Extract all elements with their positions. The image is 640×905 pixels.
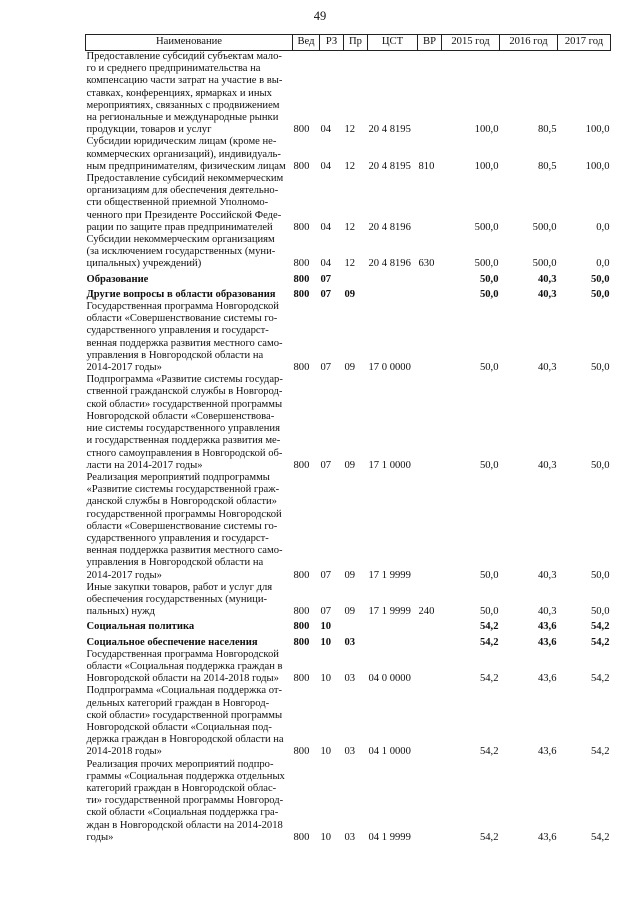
cell-name: Подпрограмма «Социальная поддержка от- дельных категорий граждан в Новгород- ской области» государственной программы Новгородской области «Социальная под- держка граждан в Новгородской области на 2014-2018 годы» — [86, 685, 284, 758]
table-row — [86, 634, 611, 649]
cell-cst: 04 1 0000 — [368, 746, 411, 758]
cell-cst: 04 1 9999 — [368, 831, 411, 843]
table-row — [86, 582, 611, 619]
cell-2015: 54,2 — [479, 673, 499, 685]
table-header-row — [86, 35, 611, 51]
cell-name: Реализация прочих мероприятий подпро- граммы «Социальная поддержка отдельных категорий граждан в Новгородской облас- ти» государственной программы Новгород- ской области «Социальная поддержка гра- ждан в Новгородской области на 2014-2018 годы» — [86, 758, 285, 843]
cell-2016: 40,3 — [537, 273, 557, 285]
cell-pr: 03 — [344, 746, 356, 758]
cell-cst — [368, 271, 418, 286]
cell-ved: 800 — [293, 606, 310, 618]
table-body — [86, 51, 611, 845]
column-header-2015: 2015 год — [442, 35, 500, 51]
cell-2016: 80,5 — [537, 160, 557, 172]
cell-2015: 54,2 — [479, 831, 499, 843]
cell-2016: 40,3 — [537, 362, 557, 374]
cell-pr: 09 — [344, 362, 356, 374]
cell-2017: 54,2 — [590, 621, 610, 633]
cell-rz: 07 — [320, 288, 332, 300]
cell-rz: 07 — [320, 273, 332, 285]
cell-vr: 630 — [418, 258, 435, 270]
cell-2016: 500,0 — [532, 258, 557, 270]
cell-ved: 800 — [293, 221, 310, 233]
cell-2015: 50,0 — [479, 288, 499, 300]
column-header-2016: 2016 год — [500, 35, 558, 51]
cell-2015: 50,0 — [479, 459, 499, 471]
cell-2017: 50,0 — [590, 606, 610, 618]
cell-pr: 12 — [344, 160, 356, 172]
cell-vr — [418, 286, 442, 301]
cell-rz: 07 — [320, 569, 332, 581]
cell-vr — [418, 301, 442, 374]
cell-cst — [368, 618, 418, 633]
cell-2017: 50,0 — [590, 459, 610, 471]
cell-ved: 800 — [293, 258, 310, 270]
cell-2017: 50,0 — [590, 288, 610, 300]
cell-name: Государственная программа Новгородской области «Социальная поддержка граждан в Новгородской области на 2014-2018 годы» — [86, 648, 283, 685]
cell-name: Предоставление субсидий субъектам мало- го и среднего предпринимательства на компенсацию части затрат на участие в вы- ставках, конференциях, ярмарках и иных мероприятиях, связанных с продвижением на региональные и международные рынки продукции, товаров и услуг — [86, 51, 283, 136]
cell-name: Субсидии некоммерческим организациям (за исключением государственных (муни- ципальных) учреждений) — [86, 234, 276, 270]
cell-ved: 800 — [293, 459, 310, 471]
cell-2017: 50,0 — [590, 569, 610, 581]
cell-2016: 43,6 — [537, 636, 557, 648]
cell-cst: 20 4 8195 — [368, 124, 411, 136]
cell-pr: 09 — [344, 288, 356, 300]
table-row — [86, 649, 611, 686]
table-row — [86, 301, 611, 374]
cell-2016: 40,3 — [537, 459, 557, 471]
cell-ved: 800 — [293, 362, 310, 374]
cell-pr: 12 — [344, 124, 356, 136]
cell-pr: 03 — [344, 831, 356, 843]
cell-2015: 54,2 — [479, 746, 499, 758]
cell-ved: 800 — [293, 160, 310, 172]
cell-2015: 50,0 — [479, 569, 499, 581]
cell-2017: 0,0 — [596, 221, 610, 233]
cell-cst: 20 4 8195 — [368, 160, 411, 172]
cell-vr — [418, 685, 442, 758]
cell-2015: 54,2 — [479, 636, 499, 648]
cell-pr: 03 — [344, 636, 356, 648]
cell-vr — [418, 634, 442, 649]
cell-2015: 100,0 — [474, 160, 499, 172]
cell-2017: 54,2 — [590, 673, 610, 685]
column-header-cst: ЦСТ — [368, 35, 418, 51]
cell-2016: 43,6 — [537, 673, 557, 685]
cell-2015: 100,0 — [474, 124, 499, 136]
cell-pr: 12 — [344, 221, 356, 233]
cell-name: Социальная политика — [86, 621, 195, 633]
table-row — [86, 685, 611, 758]
cell-name: Реализация мероприятий подпрограммы «Развитие системы государственной граж- данской службы в Новгородской области» государственной программы Новгородской области «Совершенствование системы го- сударственного управления и государст- венная поддержка развития местного само- управления в Новгородской области на 2014-2017 годы» — [86, 471, 283, 581]
cell-2015: 50,0 — [479, 362, 499, 374]
cell-name: Иные закупки товаров, работ и услуг для обеспечения государственных (муници- пальных) нужд — [86, 581, 273, 618]
cell-pr: 09 — [344, 606, 356, 618]
column-header-rz: РЗ — [320, 35, 344, 51]
cell-rz: 04 — [320, 124, 332, 136]
table-row — [86, 472, 611, 582]
cell-pr — [344, 271, 368, 286]
column-header-vr: ВР — [418, 35, 442, 51]
cell-vr — [418, 759, 442, 844]
table-row — [86, 136, 611, 173]
cell-2016: 40,3 — [537, 288, 557, 300]
cell-pr: 09 — [344, 459, 356, 471]
cell-name: Другие вопросы в области образования — [86, 288, 276, 300]
cell-ved: 800 — [293, 569, 310, 581]
cell-name: Образование — [86, 273, 149, 285]
table-row — [86, 286, 611, 301]
cell-ved: 800 — [293, 746, 310, 758]
page-number: 49 — [313, 9, 327, 23]
cell-cst: 20 4 8196 — [368, 258, 411, 270]
cell-name: Подпрограмма «Развитие системы государ- ственной гражданской службы в Новгород- ской области» государственной программы Новгородской области «Совершенствова- ние системы государственного управления и государственная поддержка развития ме- стного самоуправления в Новгородской об- ласти на 2014-2017 годы» — [86, 374, 283, 471]
column-header-name: Наименование — [86, 35, 293, 51]
cell-pr — [344, 618, 368, 633]
cell-2016: 40,3 — [537, 569, 557, 581]
cell-2017: 50,0 — [590, 273, 610, 285]
budget-table — [85, 34, 611, 844]
cell-rz: 10 — [320, 831, 332, 843]
cell-2017: 54,2 — [590, 636, 610, 648]
cell-vr: 240 — [418, 606, 435, 618]
cell-vr — [418, 173, 442, 234]
table-row — [86, 618, 611, 633]
cell-vr — [418, 374, 442, 472]
table-row — [86, 173, 611, 234]
cell-2017: 50,0 — [590, 362, 610, 374]
cell-ved: 800 — [293, 636, 310, 648]
cell-cst — [368, 634, 418, 649]
cell-2016: 500,0 — [532, 221, 557, 233]
cell-2017: 100,0 — [585, 160, 610, 172]
cell-vr — [418, 618, 442, 633]
cell-rz: 10 — [320, 673, 332, 685]
cell-rz: 07 — [320, 459, 332, 471]
table-row — [86, 759, 611, 844]
cell-2016: 43,6 — [537, 621, 557, 633]
cell-2016: 40,3 — [537, 606, 557, 618]
column-header-ved: Вед — [293, 35, 320, 51]
cell-vr — [418, 51, 442, 137]
cell-2015: 50,0 — [479, 606, 499, 618]
cell-name: Социальное обеспечение населения — [86, 636, 258, 648]
cell-2016: 43,6 — [537, 831, 557, 843]
cell-2017: 100,0 — [585, 124, 610, 136]
cell-ved: 800 — [293, 288, 310, 300]
cell-rz: 07 — [320, 606, 332, 618]
cell-pr: 03 — [344, 673, 356, 685]
cell-2015: 500,0 — [474, 258, 499, 270]
cell-2017: 54,2 — [590, 831, 610, 843]
cell-rz: 10 — [320, 621, 332, 633]
table-row — [86, 374, 611, 472]
cell-cst: 17 1 9999 — [368, 569, 411, 581]
cell-2017: 54,2 — [590, 746, 610, 758]
cell-rz: 04 — [320, 221, 332, 233]
column-header-2017: 2017 год — [558, 35, 611, 51]
cell-cst — [368, 286, 418, 301]
cell-cst: 20 4 8196 — [368, 221, 411, 233]
cell-cst: 04 0 0000 — [368, 673, 411, 685]
cell-ved: 800 — [293, 124, 310, 136]
cell-vr: 810 — [418, 160, 435, 172]
cell-vr — [418, 271, 442, 286]
cell-rz: 10 — [320, 746, 332, 758]
cell-cst: 17 1 9999 — [368, 606, 411, 618]
cell-2016: 80,5 — [537, 124, 557, 136]
cell-pr: 09 — [344, 569, 356, 581]
cell-rz: 04 — [320, 258, 332, 270]
cell-name: Субсидии юридическим лицам (кроме не- коммерческих организаций), индивидуаль- ным предпринимателям, физическим лицам — [86, 136, 286, 172]
cell-pr: 12 — [344, 258, 356, 270]
table-row — [86, 234, 611, 271]
cell-cst: 17 0 0000 — [368, 362, 411, 374]
cell-2015: 500,0 — [474, 221, 499, 233]
cell-vr — [418, 649, 442, 686]
cell-ved: 800 — [293, 831, 310, 843]
cell-ved: 800 — [293, 273, 310, 285]
cell-rz: 07 — [320, 362, 332, 374]
table-row — [86, 51, 611, 137]
cell-rz: 10 — [320, 636, 332, 648]
cell-2016: 43,6 — [537, 746, 557, 758]
cell-2015: 54,2 — [479, 621, 499, 633]
cell-name: Государственная программа Новгородской области «Совершенствование системы го- сударственного управления и государст- венная поддержка развития местного само- управления в Новгородской области на 2014-2017 годы» — [86, 301, 283, 374]
column-header-pr: Пр — [344, 35, 368, 51]
cell-ved: 800 — [293, 621, 310, 633]
cell-2015: 50,0 — [479, 273, 499, 285]
cell-2017: 0,0 — [596, 258, 610, 270]
cell-vr — [418, 472, 442, 582]
cell-name: Предоставление субсидий некоммерческим организациям для обеспечения деятельно- сти общественной приемной Уполномо- ченного при Президенте Российской Феде- рации по защите прав предпринимателей — [86, 173, 284, 233]
table-row — [86, 271, 611, 286]
cell-ved: 800 — [293, 673, 310, 685]
cell-cst: 17 1 0000 — [368, 459, 411, 471]
cell-rz: 04 — [320, 160, 332, 172]
